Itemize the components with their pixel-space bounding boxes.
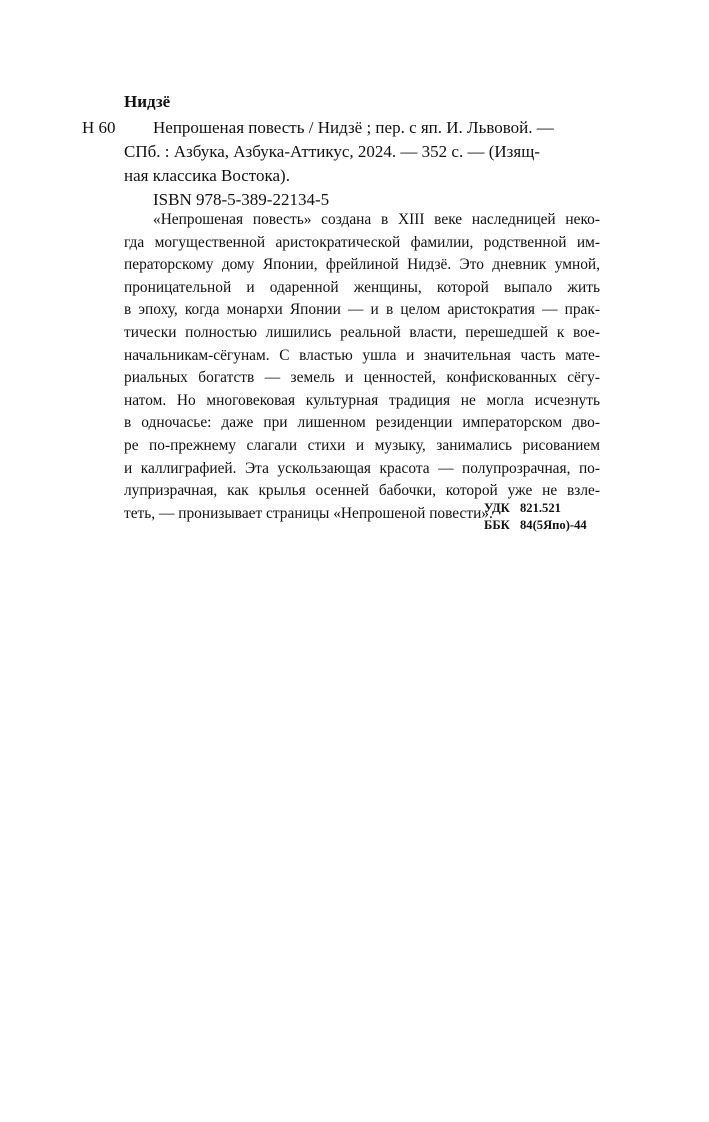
annotation-line: в одночасье: даже при лишенном резиденции императорском дво-	[124, 414, 600, 432]
annotation-line: проницательной и одаренной женщины, которой выпало жить	[124, 278, 600, 296]
annotation-line: гда могущественной аристократической фамилии, родственной им-	[124, 233, 600, 251]
catalog-code: Н 60	[82, 118, 116, 137]
annotation-line: тически полностью лишились реальной власти, перешедшей к вое-	[124, 323, 600, 341]
annotation-line: начальникам-сёгунам. С властью ушла и значительная часть мате-	[124, 346, 600, 364]
annotation-line: «Непрошеная повесть» создана в XIII веке наследницей неко-	[153, 211, 600, 228]
annotation-line: лупризрачная, как крылья осенней бабочки, которой уже не взле-	[124, 482, 600, 500]
entry-line: ная классика Востока).	[124, 166, 290, 185]
annotation-line: в эпоху, когда монархи Японии — и в целом аристократия — прак-	[124, 301, 600, 319]
bibliographic-entry	[124, 116, 600, 188]
udk-value: 821.521	[520, 501, 561, 515]
classification-codes	[484, 500, 587, 534]
entry-line: СПб. : Азбука, Азбука-Аттикус, 2024. — 352 с. — (Изящ-	[124, 142, 540, 161]
bbk-value: 84(5Япо)-44	[520, 518, 587, 532]
bbk-row	[484, 517, 587, 534]
udk-row	[484, 500, 587, 517]
entry-line: Непрошеная повесть / Нидзё ; пер. с яп. И. Львовой. —	[153, 118, 554, 137]
annotation-line: натом. Но многовековая культурная традиция не могла исчезнуть	[124, 391, 600, 409]
udk-label: УДК	[484, 501, 510, 515]
annotation	[124, 209, 600, 525]
isbn: ISBN 978-5-389-22134-5	[153, 190, 330, 209]
annotation-line: теть, — пронизывает страницы «Непрошеной повести».	[124, 504, 493, 522]
bbk-label: ББК	[484, 518, 510, 532]
annotation-line: и каллиграфией. Эта ускользающая красота — полупрозрачная, по-	[124, 459, 600, 477]
annotation-line: риальных богатств — земель и ценностей, конфискованных сёгу-	[124, 369, 600, 387]
annotation-line: ре по-прежнему слагали стихи и музыку, занимались рисованием	[124, 436, 600, 454]
author-heading: Нидзё	[124, 92, 171, 111]
annotation-line: ператорскому дому Японии, фрейлиной Нидзё. Это дневник умной,	[124, 256, 600, 274]
